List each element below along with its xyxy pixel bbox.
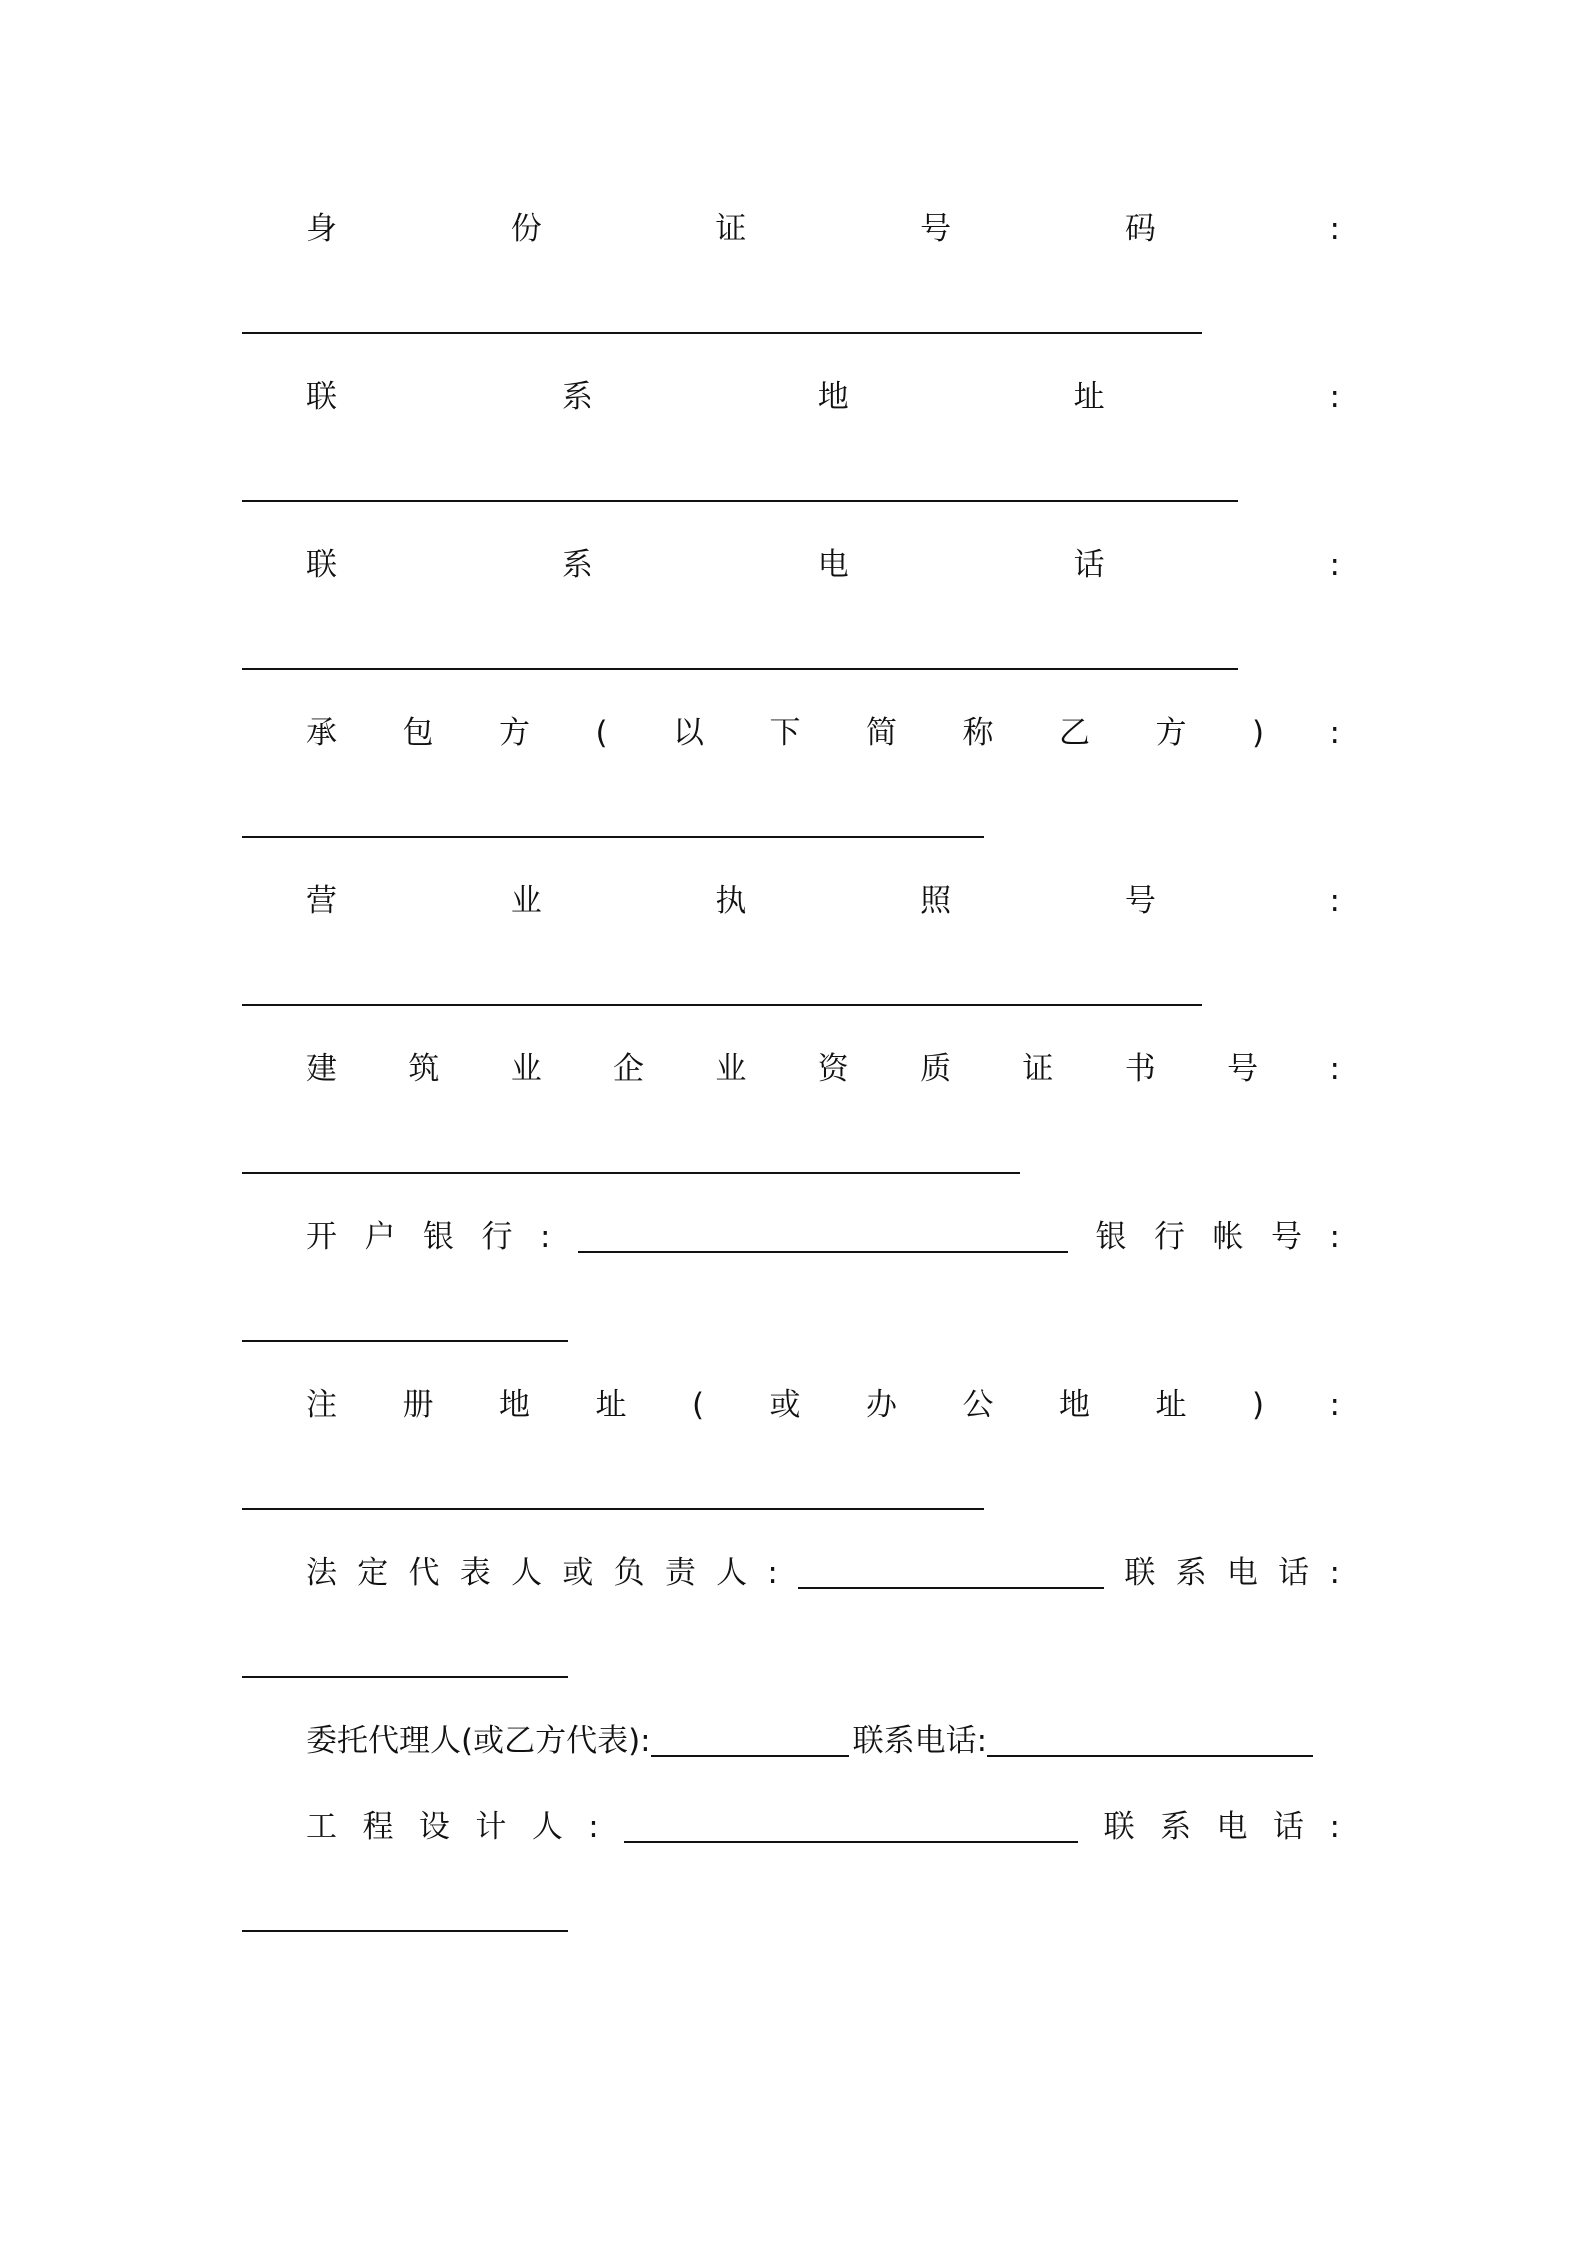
agent-phone-blank[interactable]: [987, 1725, 1313, 1757]
registered-address-blank[interactable]: [242, 1508, 984, 1510]
bank-open-blank[interactable]: [578, 1221, 1068, 1253]
contractor-char: 以: [673, 715, 705, 751]
designer-char: 人: [531, 1809, 563, 1845]
qualification-cert-char: 证: [1022, 1051, 1054, 1087]
contact-phone-label: [306, 542, 1340, 588]
qualification-cert-label: [306, 1046, 1340, 1092]
contractor-char: 下: [769, 715, 801, 751]
qualification-cert-char: 筑: [408, 1051, 440, 1087]
bank-char: 行: [481, 1219, 513, 1255]
business-license-char: 照: [920, 883, 952, 919]
id-number-blank[interactable]: [242, 332, 1202, 334]
qualification-cert-char: :: [1329, 1051, 1340, 1087]
registered-address-char: :: [1329, 1387, 1340, 1423]
contractor-char: 方: [1155, 715, 1187, 751]
business-license-char: 号: [1124, 883, 1156, 919]
designer-line: [306, 1804, 1340, 1850]
registered-address-char: 地: [498, 1387, 530, 1423]
bank-char: 户: [364, 1219, 396, 1255]
contractor-char: 乙: [1058, 715, 1090, 751]
id-number-char: 份: [510, 211, 542, 247]
bank-char: 帐: [1212, 1219, 1244, 1255]
legal-rep-char: 联: [1124, 1555, 1156, 1591]
qualification-cert-char: 企: [613, 1051, 645, 1087]
contact-phone-char: 电: [817, 547, 849, 583]
legal-rep-blank[interactable]: [798, 1557, 1104, 1589]
qualification-cert-char: 业: [510, 1051, 542, 1087]
bank-char: 银: [1095, 1219, 1127, 1255]
designer-char: 话: [1272, 1809, 1304, 1845]
registered-address-char: 址: [595, 1387, 627, 1423]
contractor-char: ): [1251, 715, 1265, 751]
contact-address-label: [306, 374, 1340, 420]
legal-rep-char: 表: [459, 1555, 491, 1591]
legal-rep-line: [306, 1550, 1340, 1596]
contact-phone-char: 话: [1073, 547, 1105, 583]
legal-rep-char: :: [767, 1555, 778, 1591]
qualification-cert-char: 资: [817, 1051, 849, 1087]
business-license-blank[interactable]: [242, 1004, 1202, 1006]
registered-address-char: 册: [402, 1387, 434, 1423]
contractor-char: (: [595, 715, 608, 751]
qualification-cert-char: 号: [1227, 1051, 1259, 1087]
designer-char: 联: [1103, 1809, 1135, 1845]
contractor-char: 方: [498, 715, 530, 751]
qualification-cert-blank[interactable]: [242, 1172, 1020, 1174]
legal-rep-char: 定: [357, 1555, 389, 1591]
registered-address-label: [306, 1382, 1340, 1428]
registered-address-char: 办: [866, 1387, 898, 1423]
contact-address-char: 系: [561, 379, 593, 415]
id-number-char: 码: [1124, 211, 1156, 247]
contractor-label: [306, 710, 1340, 756]
designer-blank[interactable]: [624, 1811, 1078, 1843]
id-number-char: 号: [920, 211, 952, 247]
business-license-char: 执: [715, 883, 747, 919]
registered-address-char: ): [1251, 1387, 1265, 1423]
designer-char: 工: [306, 1809, 337, 1845]
bank-line: [306, 1214, 1340, 1260]
registered-address-char: 注: [306, 1387, 337, 1423]
designer-char: 电: [1216, 1809, 1248, 1845]
id-number-label: [306, 206, 1340, 252]
designer-char: :: [588, 1809, 599, 1845]
legal-rep-char: :: [1329, 1555, 1340, 1591]
registered-address-char: 地: [1058, 1387, 1090, 1423]
qualification-cert-char: 质: [920, 1051, 952, 1087]
id-number-char: :: [1329, 211, 1340, 247]
registered-address-char: (: [691, 1387, 705, 1423]
registered-address-char: 公: [962, 1387, 994, 1423]
bank-char: :: [1329, 1219, 1340, 1255]
contact-phone-blank[interactable]: [242, 668, 1238, 670]
contact-address-char: 联: [306, 379, 337, 415]
bank-char: :: [540, 1219, 551, 1255]
id-number-char: 证: [715, 211, 747, 247]
legal-rep-char: 责: [664, 1555, 696, 1591]
bank-char: 行: [1153, 1219, 1185, 1255]
contact-phone-char: 系: [561, 547, 593, 583]
registered-address-char: 址: [1155, 1387, 1187, 1423]
business-license-char: 业: [510, 883, 542, 919]
designer-phone-blank[interactable]: [242, 1930, 568, 1932]
legal-rep-char: 代: [408, 1555, 440, 1591]
qualification-cert-char: 书: [1124, 1051, 1156, 1087]
legal-rep-char: 负: [613, 1555, 645, 1591]
contact-address-char: 地: [817, 379, 849, 415]
designer-char: 系: [1160, 1809, 1192, 1845]
qualification-cert-char: 建: [306, 1051, 337, 1087]
agent-label: 委托代理人(或乙方代表):: [306, 1723, 651, 1759]
contact-phone-char: :: [1329, 547, 1340, 583]
bank-char: 号: [1270, 1219, 1302, 1255]
agent-phone-label: 联系电话:: [852, 1723, 988, 1759]
contact-phone-char: 联: [306, 547, 337, 583]
contractor-blank[interactable]: [242, 836, 984, 838]
contractor-char: 简: [866, 715, 898, 751]
legal-rep-char: 或: [562, 1555, 594, 1591]
registered-address-char: 或: [769, 1387, 801, 1423]
contact-address-blank[interactable]: [242, 500, 1238, 502]
qualification-cert-char: 业: [715, 1051, 747, 1087]
legal-rep-char: 法: [306, 1555, 337, 1591]
bank-account-blank[interactable]: [242, 1340, 568, 1342]
business-license-label: [306, 878, 1340, 924]
contractor-char: 包: [402, 715, 434, 751]
business-license-char: 营: [306, 883, 337, 919]
legal-rep-char: 电: [1226, 1555, 1258, 1591]
agent-line: [306, 1718, 1313, 1764]
legal-rep-char: 系: [1175, 1555, 1207, 1591]
legal-rep-char: 话: [1278, 1555, 1310, 1591]
id-number-char: 身: [306, 211, 337, 247]
legal-rep-char: 人: [716, 1555, 748, 1591]
business-license-char: :: [1329, 883, 1340, 919]
contact-address-char: :: [1329, 379, 1340, 415]
contractor-char: :: [1329, 715, 1340, 751]
contact-address-char: 址: [1073, 379, 1105, 415]
contractor-char: 承: [306, 715, 337, 751]
designer-char: 设: [418, 1809, 450, 1845]
agent-blank[interactable]: [651, 1725, 849, 1757]
bank-char: 银: [423, 1219, 454, 1255]
designer-char: 计: [475, 1809, 507, 1845]
bank-char: 开: [306, 1219, 337, 1255]
designer-char: :: [1329, 1809, 1340, 1845]
legal-rep-char: 人: [511, 1555, 543, 1591]
designer-char: 程: [362, 1809, 394, 1845]
legal-rep-phone-blank[interactable]: [242, 1676, 568, 1678]
contractor-char: 称: [962, 715, 994, 751]
